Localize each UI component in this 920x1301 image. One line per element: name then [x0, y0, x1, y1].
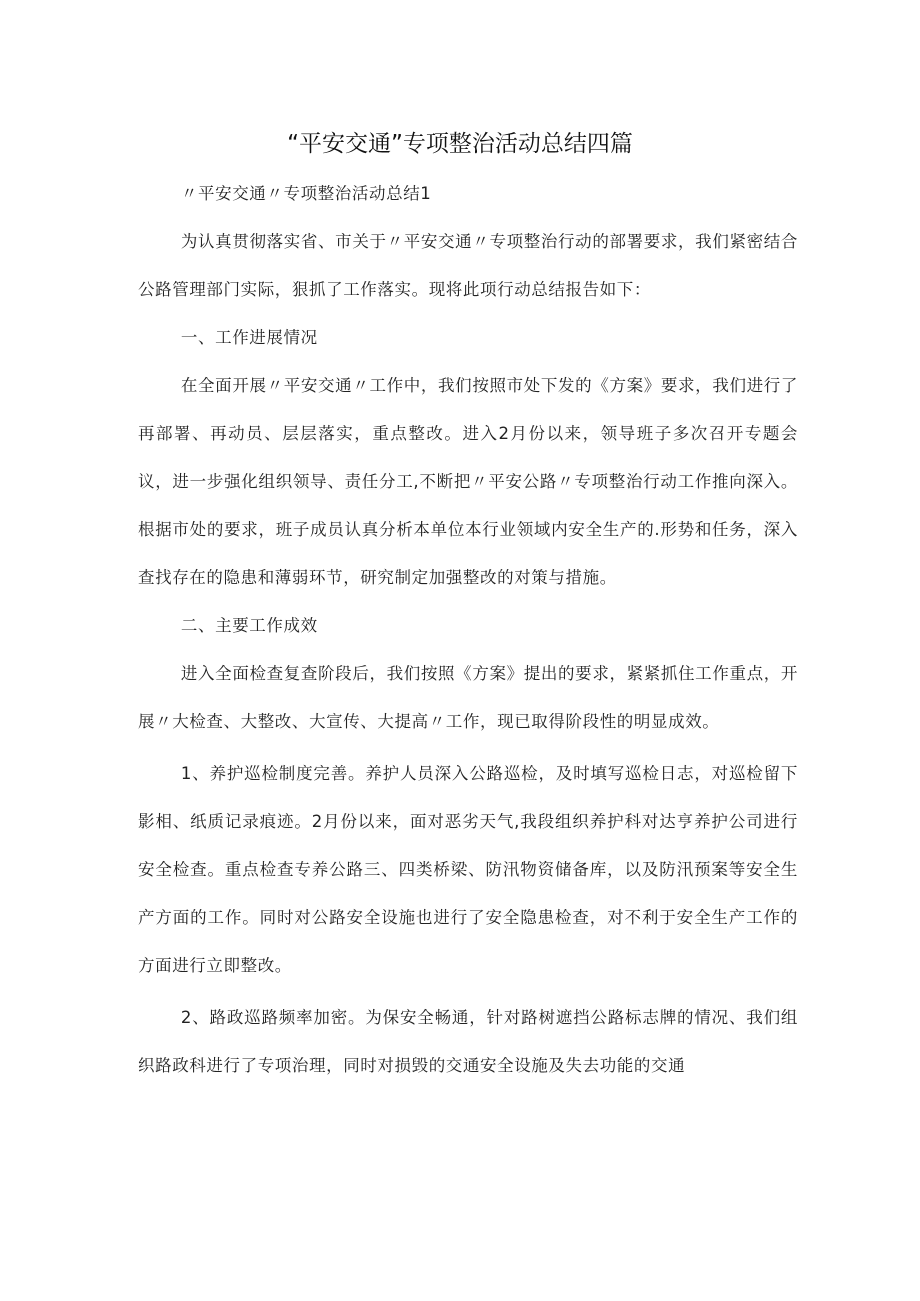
document-title: “平安交通”专项整治活动总结四篇: [287, 131, 633, 157]
body-paragraph: 为认真贯彻落实省、市关于〃平安交通〃专项整治行动的部署要求，我们紧密结合公路管理部门实际，狠抓了工作落实。现将此项行动总结报告如下：: [138, 232, 798, 299]
subsection-heading: 一、工作进展情况: [180, 328, 318, 347]
numbered-paragraph: 2、路政巡路频率加密。为保安全畅通，针对路树遮挡公路标志牌的情况、我们组织路政科进行了专项治理，同时对损毁的交通安全设施及失去功能的交通: [138, 1008, 798, 1075]
subsection-heading: 二、主要工作成效: [180, 616, 318, 635]
document-body: [138, 170, 798, 1090]
body-paragraph: 进入全面检查复查阶段后，我们按照《方案》提出的要求，紧紧抓住工作重点，开展〃大检查、大整改、大宣传、大提高〃工作，现已取得阶段性的明显成效。: [138, 664, 798, 731]
numbered-paragraph: 1、养护巡检制度完善。养护人员深入公路巡检，及时填写巡检日志，对巡检留下影相、纸质记录痕迹。2月份以来，面对恶劣天气,我段组织养护科对达亨养护公司进行安全检查。重点检查专养公路三、四类桥梁、防汛物资储备库，以及防汛预案等安全生产方面的工作。同时对公路安全设施也进行了安全隐患检查，对不利于安全生产工作的方面进行立即整改。: [138, 764, 798, 975]
body-paragraph: 在全面开展〃平安交通〃工作中，我们按照市处下发的《方案》要求，我们进行了再部署、再动员、层层落实，重点整改。进入2月份以来，领导班子多次召开专题会议，进一步强化组织领导、责任分工,不断把〃平安公路〃专项整治行动工作推向深入。根据市处的要求，班子成员认真分析本单位本行业领域内安全生产的.形势和任务，深入查找存在的隐患和薄弱环节，研究制定加强整改的对策与措施。: [138, 376, 798, 587]
section-heading: 〃平安交通〃专项整治活动总结1: [180, 184, 432, 203]
